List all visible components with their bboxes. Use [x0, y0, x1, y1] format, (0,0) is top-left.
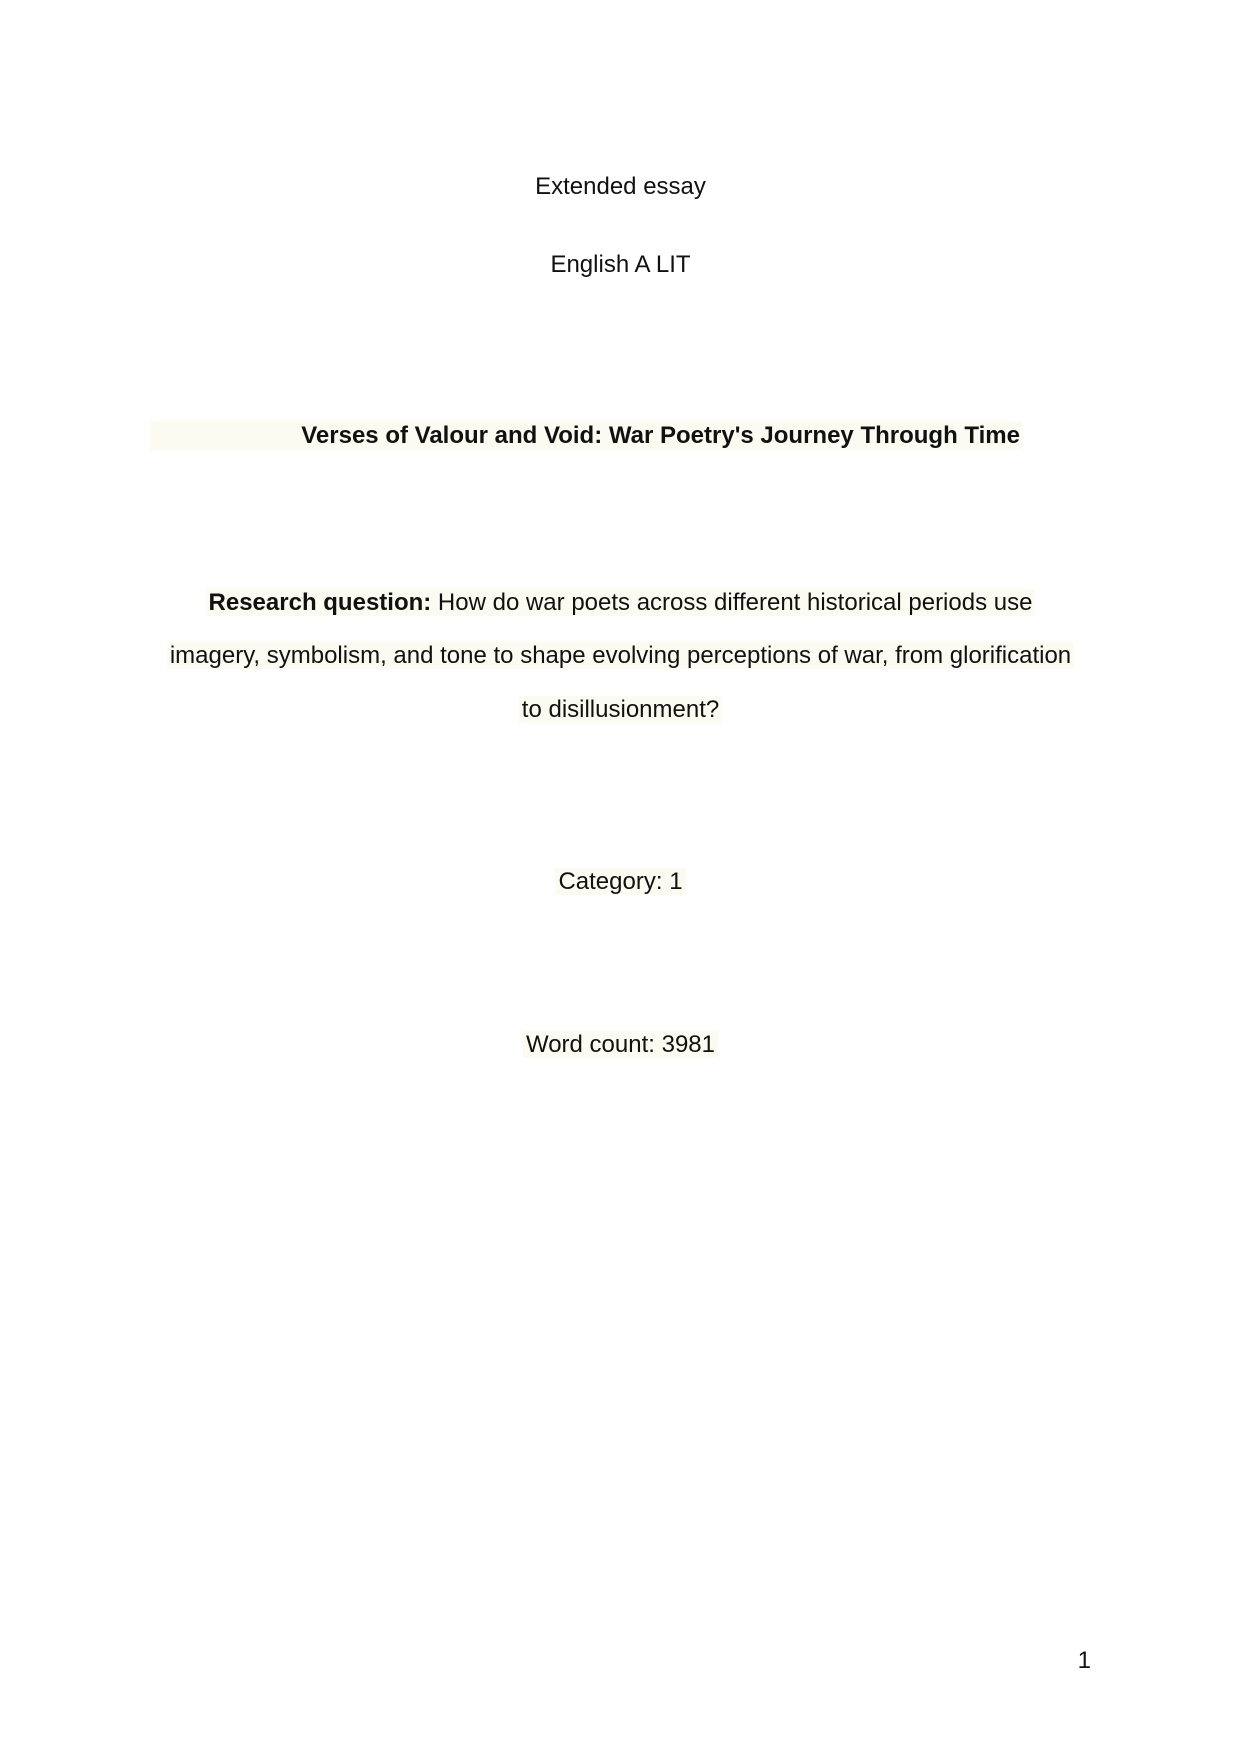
subject-text: English A LIT	[550, 251, 691, 278]
research-question-line-1	[0, 588, 1241, 618]
subject-heading	[0, 250, 1241, 280]
essay-title: Verses of Valour and Void: War Poetry's Journey Through Time	[301, 422, 1020, 449]
word-count-highlight	[523, 1031, 718, 1058]
research-question-line-3-text: to disillusionment?	[519, 696, 722, 723]
word-count-line	[0, 1030, 1241, 1060]
research-question-line-1-highlight	[206, 589, 1036, 616]
essay-title-highlight-band	[150, 421, 1022, 450]
research-question-line-3	[0, 695, 1241, 725]
category-line	[0, 867, 1241, 897]
word-count-value: 3981	[661, 1031, 715, 1058]
page-number	[0, 1646, 1091, 1676]
research-question-line-1-text: How do war poets across different historical periods use	[431, 589, 1033, 616]
category-label: Category:	[558, 868, 663, 895]
research-question-line-2-text: imagery, symbolism, and tone to shape evolving perceptions of war, from glorification	[167, 642, 1074, 669]
category-value: 1	[669, 868, 683, 895]
research-question-label: Research question:	[208, 589, 432, 616]
category-highlight	[555, 868, 685, 895]
research-question-line-2	[0, 641, 1241, 671]
word-count-label: Word count:	[525, 1031, 655, 1058]
document-type-text: Extended essay	[535, 173, 706, 200]
document-type-heading	[0, 172, 1241, 202]
page-number-text: 1	[1077, 1647, 1091, 1674]
